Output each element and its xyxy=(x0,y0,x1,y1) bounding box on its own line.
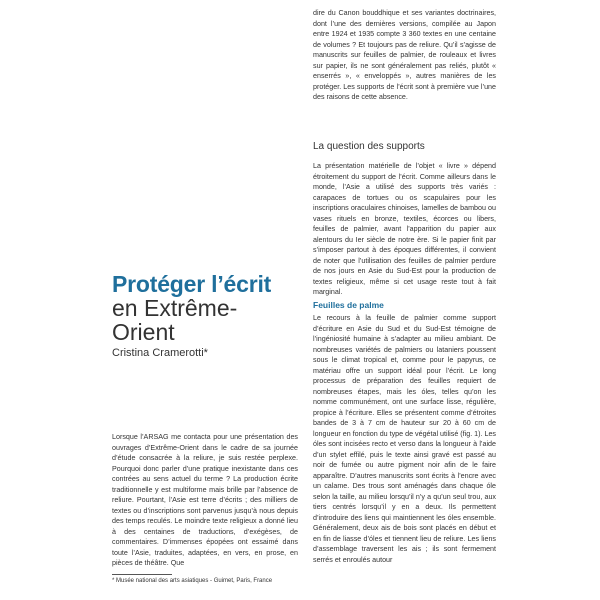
palm-leaves-paragraph: Le recours à la feuille de palmier comme support d’écriture en Asie du Sud et du Sud-Est témoigne de l’ingéniosité humaine à s’adapter au milieu ambiant. De nombreuses variétés de palmiers ou lataniers poussent sous le climat tropical et, comme pour le papyrus, ce matériau offre un support idéal pour l’écrit. Le long processus de préparation des feuilles requiert de nombreuses étapes, mais les óles, telles qu’on les nomme communément, ont une surface lisse, régulière, propice à l’écriture. Elles se présentent comme d’étroites bandes de 3 à 7 cm de hauteur sur 20 à 60 cm de longueur en fonction du type de végétal utilisé (fig. 1). Les óles sont incisées recto et verso dans la longueur à l’aide d’un stylet effilé, puis le texte ainsi gravé est passé au noir de fumée ou autre pigment noir afin de le faire apparaître. D’autres manuscrits sont écrits à l’encre avec un calame. Des trous sont aménagés dans chaque óle selon la taille, au milieu lorsqu’il n’y a qu’un seul trou, aux tiers centrés lorsqu’il y en a deux. Ils permettent d’introduire des liens qui maintiennent les óles ensemble. Généralement, deux ais de bois sont placés en début et en fin de liasse d’óles et tiennent lieu de reliure. Les liens d’assemblage traversent les ais ; ils sont fermement serrés et enroulés autour xyxy=(313,314,496,564)
left-column xyxy=(112,432,298,569)
intro-paragraph: Lorsque l’ARSAG me contacta pour une présentation des ouvrages d’Extrême-Orient dans le cadre de sa journée d’étude consacrée à la reliure, je suis restée perplexe. Pourquoi donc parler d’une pratique inexistante dans ces contrées au sens actuel du terme ? La production écrite traditionnelle y est multiforme mais brille par l’absence de reliure. Pourtant, l’Asie est terre d’écrits ; des milliers de textes ou d’inscriptions sont parvenus jusqu’à nous depuis des temps reculés. Le moindre texte religieux a donné lieu à des centaines de traductions, d’exégèses, de commentaires. D’immenses épopées ont essaimé dans toute l’Asie, traduites, adaptées, en vers, en prose, en pièces de théâtre. Que xyxy=(112,433,298,567)
supports-paragraph: La présentation matérielle de l’objet « livre » dépend étroitement du support de l’écrit. Comme ailleurs dans le monde, l’Asie a utilisé des supports très variés : carapaces de tortues ou os scapulaires pour les inscriptions oraculaires chinoises, lamelles de bambou ou vases rituels en bronze, textiles, écorces ou libers, feuilles de palmier, avant l’apparition du papier aux alentours du Ier siècle de notre ère. Si le papier finit par s’imposer partout à des époques différentes, il convient de noter que l’utilisation des feuilles de palmier perdure de nos jours en Asie du Sud-Est pour la production de textes religieux, même si cet usage reste tout à fait marginal. xyxy=(313,162,496,296)
right-column-bottom xyxy=(313,313,496,565)
subsection-heading: Feuilles de palme xyxy=(313,300,384,310)
section-heading: La question des supports xyxy=(313,141,425,152)
continuation-paragraph: dire du Canon bouddhique et ses variantes doctrinaires, dont l’une des dernières versions, compilée au Japon entre 1924 et 1935 compte 3 360 textes en une centaine de volumes ? Et toujours pas de reliure. Qu’il s’agisse de manuscrits sur feuilles de palmier, de rouleaux et livres sur papier, ils ne sont généralement pas reliés, plutôt « enserrés », « enveloppés », autres manières de les protéger. Les supports de l’écrit sont à première vue l’une des raisons de cette absence. xyxy=(313,9,496,101)
footnote-divider xyxy=(112,574,172,575)
article-subtitle-line-1: en Extrême- xyxy=(112,295,238,321)
right-column-middle xyxy=(313,161,496,298)
article-title: Protéger l’écrit xyxy=(112,271,272,297)
right-column-top xyxy=(313,8,496,103)
footnote: * Musée national des arts asiatiques - Guimet, Paris, France xyxy=(112,578,273,584)
author-name: Cristina Cramerotti* xyxy=(112,347,208,359)
title-block xyxy=(112,272,312,359)
article-subtitle-line-2: Orient xyxy=(112,319,175,345)
